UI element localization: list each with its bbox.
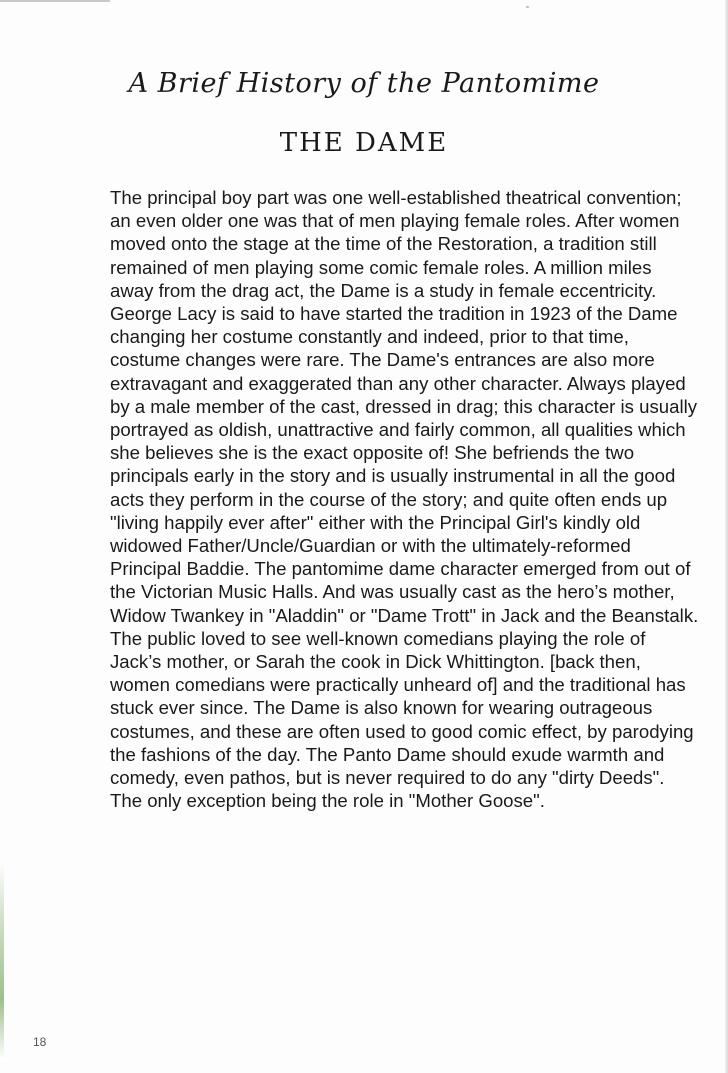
section-heading: THE DAME (279, 128, 449, 158)
page-number: 18 (33, 1035, 47, 1049)
page-title: A Brief History of the Pantomime (128, 68, 600, 99)
top-scan-edge (0, 0, 110, 2)
scan-speck (526, 6, 529, 8)
body-paragraph: The principal boy part was one well-established theatrical convention; an even older one was that of men playing female roles. After women moved onto the stage at the time of the Restoration, a tradition still remained of men playing some comic female roles. A million miles away from the drag act, the Dame is a study in female eccentricity. George Lacy is said to have started the tradition in 1923 of the Dame changing her costume constantly and indeed, prior to that time, costume changes were rare. The Dame's entrances are also more extravagant and exaggerated than any other character. Always played by a male member of the cast, dressed in drag; this character is usually portrayed as oldish, unattractive and fairly common, all qualities which she believes she is the exact opposite of! She befriends the two principals early in the story and is usually instrumental in all the good acts they perform in the course of the story; and quite often ends up "living happily ever after" either with the Principal Girl's kindly old widowed Father/Uncle/Guardian or with the ultimately-reformed Principal Baddie. The pantomime dame character emerged from out of the Victorian Music Halls. And was usually cast as the hero’s mother, Widow Twankey in "Aladdin" or "Dame Trott" in Jack and the Beanstalk. The public loved to see well-known comedians playing the role of Jack’s mother, or Sarah the cook in Dick Whittington. [back then, women comedians were practically unheard of] and the traditional has stuck ever since. The Dame is also known for wearing outrageous costumes, and these are often used to good comic effect, by parodying the fashions of the day. The Panto Dame should exude warmth and comedy, even pathos, but is never required to do any "dirty Deeds". The only exception being the role in "Mother Goose". (110, 187, 699, 812)
left-scan-edge (0, 860, 4, 1060)
